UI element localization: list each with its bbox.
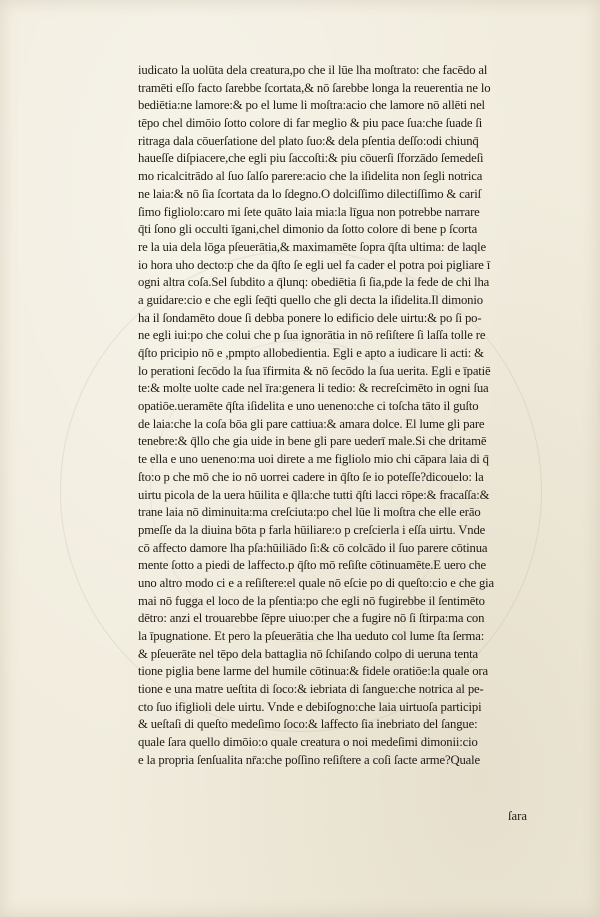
text-line: re la uia dela lōga pſeuerātia,& maximamēte ſopra q̄ſta ultima: de laqle (138, 239, 486, 254)
text-line: haueſſe diſpiacere,che egli piu ſaccoſti:& piu cōuerſi ſforzādo ſemedeſi (138, 151, 484, 166)
text-line: lo perationi ſecōdo la ſua īfirmita & nō ſecōdo la ſua uerita. Egli e īpatiē (138, 363, 491, 378)
text-line: quale ſara quello dimōio:o quale creatura o noi medeſimi dimonii:cio (138, 735, 478, 750)
main-text-block (138, 62, 562, 770)
text-line: q̄ti ſono gli occulti īgani,chel dimonio da ſotto colore di bene p ſcorta (138, 222, 478, 237)
text-line: q̄ſto pricipio nō e ,pmpto allobedientia. Egli e apto a iudicare li acti: & (138, 346, 484, 360)
text-line: trane laia nō diminuita:ma creſciuta:po chel lūe li moſtra che elle erāo (138, 505, 481, 520)
text-line: & ueſtaſi di queſto medeſimo ſoco:& laffecto ſia inebriato del ſangue: (138, 717, 478, 732)
text-line: ne laia:& nō ſia ſcortata da lo ſdegno.O dolciſſimo dilectiſſimo & cariſ (138, 186, 481, 201)
text-line: mo ricalcitrādo al ſuo ſalſo parere:acio che la iſidelita non ſegli notrica (138, 169, 483, 184)
text-line: la īpugnatione. Et pero la pſeuerātia che lha ueduto col lume ſta ſerma: (138, 629, 485, 643)
text-line: mente ſotto a piedi de laffecto.p q̄ſto mō reſiſte cōtinuamēte.E uero che (138, 558, 486, 573)
text-line: mai nō fugga el loco de la pſentia:po che egli nō fugirebbe il ſentimēto (138, 593, 485, 608)
text-line: te ella e uno ueneno:ma uoi direte a me figliolo mio chi cāpara laia di q̄ (138, 452, 489, 467)
text-line: tione e una matre ueſtita di ſoco:& iebriata di ſangue:che notrica al pe- (138, 682, 484, 697)
text-line: tramēti eſſo facto ſarebbe ſcortata,& nō ſarebbe longa la reuerentia ne lo (138, 80, 491, 95)
text-line: opatiōe.ueramēte q̄ſta iſidelita e uno ueneno:che ci toſcha tāto il guſto (138, 399, 479, 414)
text-line: tēpo chel dimōio ſotto colore di far meglio & piu pace ſua:che ſuade ſi (138, 116, 483, 131)
text-line: & pſeuerāte nel tēpo dela battaglia nō ſchiſando colpo di ueruna tenta (138, 646, 479, 661)
text-line: ſto:o p che mō che io nō uorrei cadere in q̄ſto ſe io poteſſe?dicouelo: la (138, 469, 484, 484)
text-line: iudicato la uolūta dela creatura,po che il lūe lha moſtrato: che facēdo al (138, 63, 488, 77)
text-line: cō affecto damore lha pſa:hūiliādo ſi:& cō colcādo il ſuo parere cōtinua (138, 540, 488, 555)
text-line: io hora uho decto:p che da q̄ſto ſe egli uel fa cader el potra poi pigliare ī (138, 257, 491, 272)
text-line: tione piglia bene larme del humile cōtinua:& fidele oratiōe:la quale ora (138, 664, 488, 679)
text-line: cto ſuo ifiglioli dele uirtu. Vnde e debiſogno:che laia uirtuoſa participi (138, 699, 482, 714)
text-line: uno altro modo ci e a reſiſtere:el quale nō eſcie po di queſto:cio e che gia (138, 575, 495, 590)
text-line: ſimo figliolo:caro mi ſete quāto laia mia:la līgua non potrebbe narrare (138, 204, 480, 219)
text-line: de laia:che la coſa bōa gli pare cattiua:& amara dolce. El lume gli pare (138, 416, 485, 431)
text-line: tenebre:& q̄llo che gia uide in bene gli pare uederī male.Si che dritamē (138, 434, 487, 449)
catchword: ſara (508, 809, 528, 823)
text-line: dētro: anzi el trouarebbe ſēpre uiuo:per che a fugire nō ſi ſtirpa:ma con (138, 611, 485, 626)
text-line: e la propria ſenſualita nr̄a:che poſſino reſiſtere a coſi ſacte arme?Quale (138, 752, 481, 767)
text-line: ne egli iui:po che colui che p ſua ignorātia in nō reſiſtere ſi laſſa tolle re (138, 328, 486, 343)
text-line: ritraga dala cōuerſatione del plato ſuo:& dela pſentia deſſo:odi chiunq̄ (138, 133, 479, 148)
text-line: pmeſſe da la diuina bōta p farla hūiliare:o p creſcierla i eſſa uirtu. Vnde (138, 522, 486, 537)
text-line: uirtu picola de la uera hūilita e q̄lla:che tutti q̄ſti lacci rōpe:& fracaſſa:& (138, 487, 490, 502)
text-line: ha il ſondamēto doue ſi debba ponere lo edificio dele uirtu:& po ſi po- (138, 310, 482, 325)
text-line: bediētia:ne lamore:& po el lume li moſtra:acio che lamore nō allēti nel (138, 98, 485, 113)
text-line: ogni altra coſa.Sel ſubdito a q̄lunq: obediētia ſi ſia,pde la fede de chi lha (138, 275, 490, 290)
text-line: a guidare:cio e che egli ſeq̄ti quello che gli decta la iſidelita.Il dimonio (138, 292, 483, 307)
text-line: te:& molte uolte cade nel īra:genera li tedio: & recreſcimēto in ogni ſua (138, 381, 489, 396)
